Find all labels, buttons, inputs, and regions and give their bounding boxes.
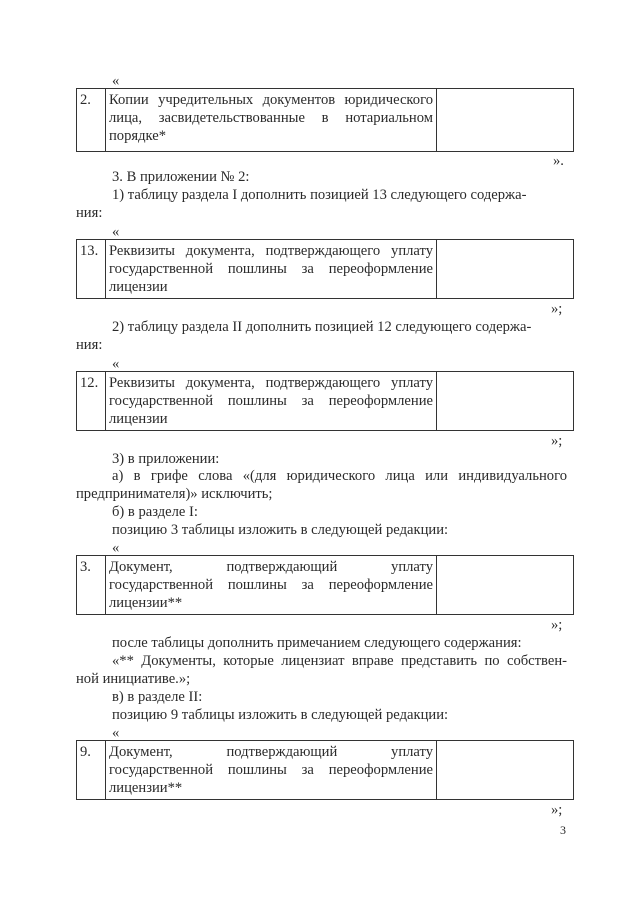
quote-close: »; [551, 617, 563, 633]
paragraph-3-3: 3) в приложении: [112, 451, 220, 467]
table-row [77, 89, 574, 152]
row-text: Реквизиты документа, подтверждающего уплату государственной пошлины за переоформление лицензии [106, 372, 437, 431]
paragraph-v: в) в разделе II: [112, 689, 203, 705]
quote-open: « [112, 73, 120, 89]
paragraph-3: 3. В приложении № 2: [112, 169, 250, 185]
quote-close: ». [553, 153, 564, 169]
row-number: 12. [77, 372, 106, 431]
table-row [77, 556, 574, 615]
paragraph-a-line1: а) в грифе слова «(для юридического лица или индивидуального [112, 468, 567, 484]
paragraph-b: б) в разделе I: [112, 504, 198, 520]
table-row [77, 741, 574, 800]
paragraph-a-line2: предпринимателя)» исключить; [76, 486, 273, 502]
quote-close: »; [551, 433, 563, 449]
paragraph-3-2-line1: 2) таблицу раздела II дополнить позицией 12 следующего содержа- [112, 319, 532, 335]
table-position-12 [76, 371, 574, 431]
quote-close: »; [551, 301, 563, 317]
row-number: 2. [77, 89, 106, 152]
paragraph-b-position: позицию 3 таблицы изложить в следующей редакции: [112, 522, 449, 538]
table-row [77, 372, 574, 431]
row-text: Документ, подтверждающий уплату государственной пошлины за переоформление лицензии** [106, 556, 437, 615]
quote-close: »; [551, 802, 563, 818]
row-number: 13. [77, 240, 106, 299]
row-text: Документ, подтверждающий уплату государственной пошлины за переоформление лицензии** [106, 741, 437, 800]
row-text: Копии учредительных документов юридического лица, засвидетельствованные в нотариальном порядке* [106, 89, 437, 152]
note-line1: «** Документы, которые лицензиат вправе представить по собствен- [112, 653, 567, 669]
row-empty-cell [437, 89, 574, 152]
row-empty-cell [437, 372, 574, 431]
row-number: 9. [77, 741, 106, 800]
quote-open: « [112, 725, 120, 741]
row-empty-cell [437, 556, 574, 615]
table-row [77, 240, 574, 299]
table-position-3 [76, 555, 574, 615]
quote-open: « [112, 356, 120, 372]
table-position-9 [76, 740, 574, 800]
row-empty-cell [437, 240, 574, 299]
quote-open: « [112, 224, 120, 240]
paragraph-3-1-line1: 1) таблицу раздела I дополнить позицией 13 следующего содержа- [112, 187, 527, 203]
table-position-2 [76, 88, 574, 152]
quote-open: « [112, 540, 120, 556]
paragraph-3-2-line2: ния: [76, 337, 103, 353]
paragraph-after-table: после таблицы дополнить примечанием следующего содержания: [112, 635, 522, 651]
note-line2: ной инициативе.»; [76, 671, 191, 687]
row-text: Реквизиты документа, подтверждающего уплату государственной пошлины за переоформление лицензии [106, 240, 437, 299]
row-number: 3. [77, 556, 106, 615]
paragraph-3-1-line2: ния: [76, 205, 103, 221]
row-empty-cell [437, 741, 574, 800]
paragraph-v-position: позицию 9 таблицы изложить в следующей редакции: [112, 707, 449, 723]
page-number: 3 [560, 823, 566, 837]
table-position-13 [76, 239, 574, 299]
